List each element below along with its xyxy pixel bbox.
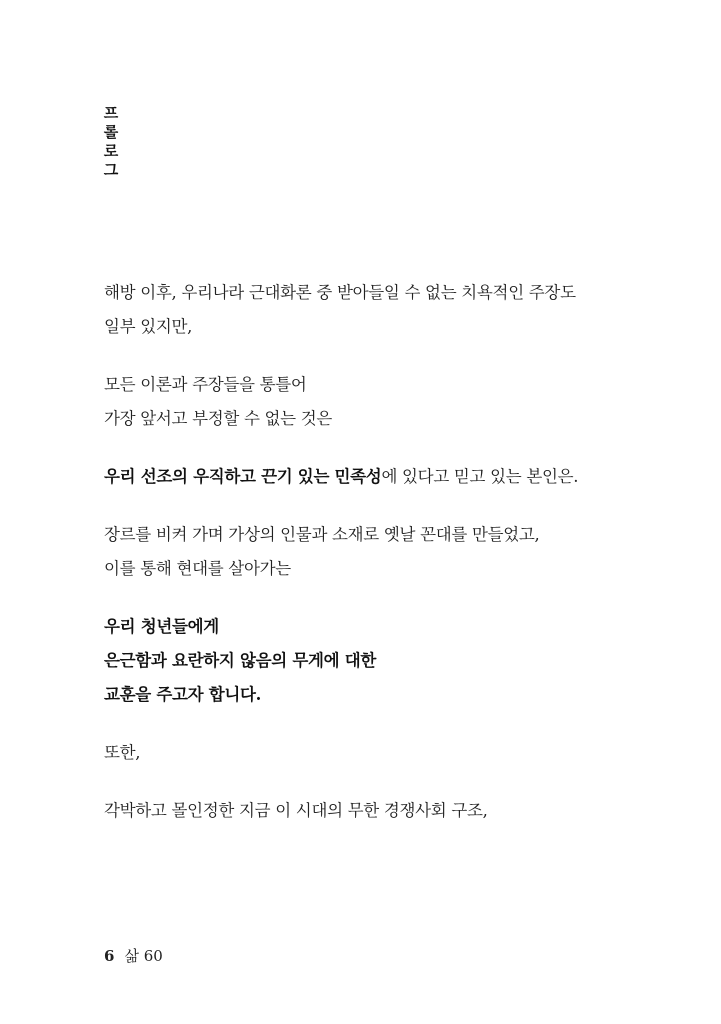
heading-char: 그 — [103, 161, 119, 179]
page-number: 6 — [104, 947, 115, 965]
text-line — [104, 368, 594, 402]
plain-text: 모든 이론과 주장들을 통틀어 — [104, 375, 307, 394]
heading-char: 로 — [103, 142, 119, 160]
text-line — [104, 276, 594, 344]
text-line — [104, 460, 594, 494]
plain-text: 또한, — [104, 743, 141, 762]
plain-text: 가장 앞서고 부정할 수 없는 것은 — [104, 409, 333, 428]
chapter-heading — [99, 104, 123, 180]
text-line — [104, 794, 594, 828]
book-title: 삶 60 — [124, 947, 163, 965]
body-text — [104, 276, 594, 852]
text-line — [104, 518, 594, 552]
text-line — [104, 402, 594, 436]
text-line — [104, 610, 594, 644]
paragraph — [104, 368, 594, 436]
text-line — [104, 736, 594, 770]
plain-text: 각박하고 몰인정한 지금 이 시대의 무한 경쟁사회 구조, — [104, 801, 488, 820]
heading-char: 프 — [103, 104, 119, 122]
paragraph — [104, 794, 594, 828]
emphasis-text: 우리 선조의 우직하고 끈기 있는 민족성 — [104, 467, 382, 486]
emphasis-text: 은근함과 요란하지 않음의 무게에 대한 — [104, 651, 377, 670]
text-line — [104, 552, 594, 586]
paragraph — [104, 736, 594, 770]
paragraph — [104, 276, 594, 344]
emphasis-text: 우리 청년들에게 — [104, 617, 219, 636]
plain-text: 장르를 비켜 가며 가상의 인물과 소재로 옛날 꼰대를 만들었고, — [104, 525, 540, 544]
heading-char: 롤 — [103, 123, 119, 141]
text-line — [104, 678, 594, 712]
emphasis-text: 교훈을 주고자 합니다. — [104, 685, 262, 704]
paragraph — [104, 610, 594, 712]
text-line — [104, 644, 594, 678]
page-footer — [104, 946, 163, 966]
paragraph — [104, 518, 594, 586]
paragraph — [104, 460, 594, 494]
plain-text: 이를 통해 현대를 살아가는 — [104, 559, 291, 578]
plain-text: 해방 이후, 우리나라 근대화론 중 받아들일 수 없는 치욕적인 주장도 일부 있지만, — [104, 283, 576, 336]
plain-text: 에 있다고 믿고 있는 본인은. — [381, 467, 579, 486]
